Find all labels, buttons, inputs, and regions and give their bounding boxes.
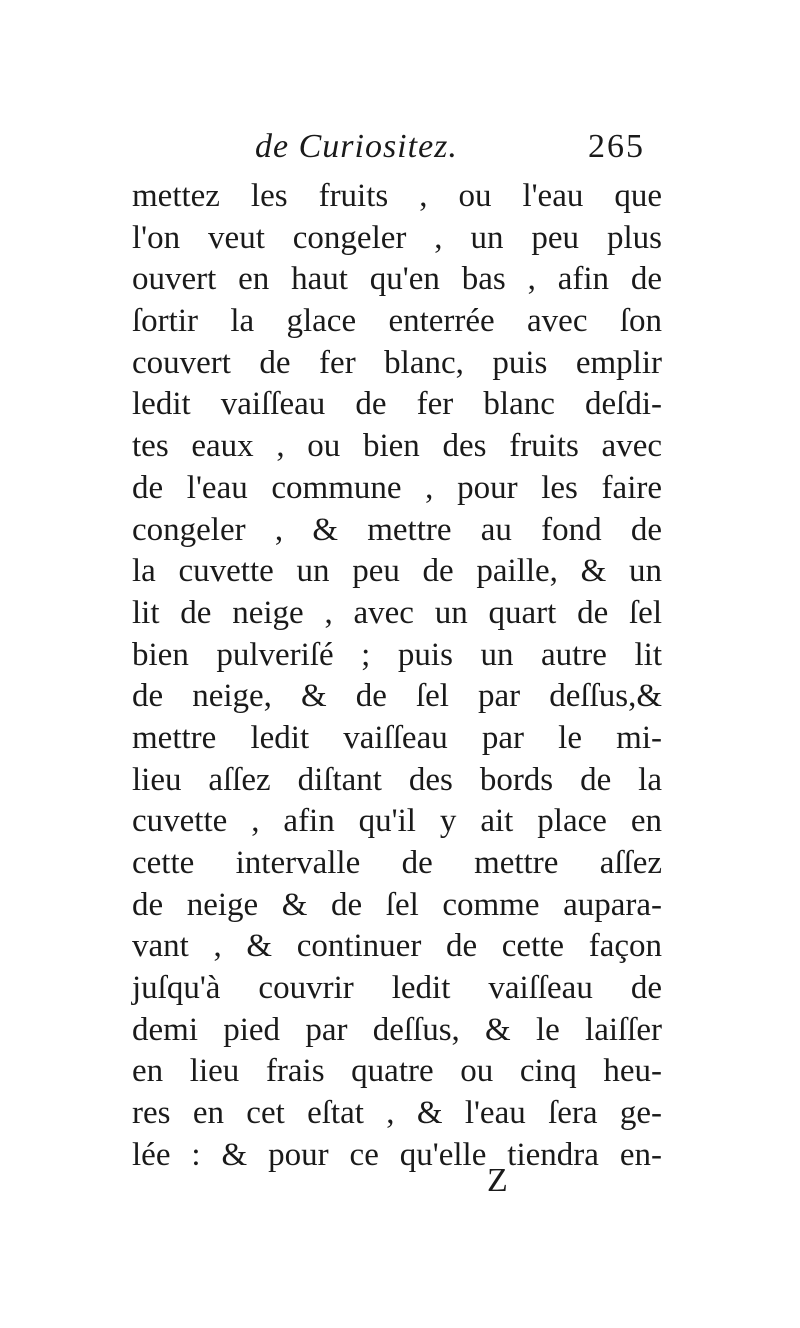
running-title: de Curiositez.	[255, 128, 458, 165]
page-number: 265	[588, 128, 645, 165]
text-line: juſqu'à couvrir ledit vaiſſeau de	[132, 970, 662, 1007]
text-line: de l'eau commune , pour les faire	[132, 469, 662, 506]
text-line: de neige & de ſel comme aupara-	[132, 886, 662, 923]
text-line: ouvert en haut qu'en bas , afin de	[132, 261, 662, 298]
text-line: ledit vaiſſeau de fer blanc deſdi-	[132, 386, 662, 423]
text-line: de neige, & de ſel par deſſus,&	[132, 678, 662, 715]
page-header	[255, 128, 655, 178]
text-line: demi pied par deſſus, & le laiſſer	[132, 1011, 662, 1048]
text-line: mettre ledit vaiſſeau par le mi-	[132, 719, 662, 756]
body-text	[132, 176, 662, 1177]
text-line: couvert de fer blanc, puis emplir	[132, 344, 662, 381]
text-line: cuvette , afin qu'il y ait place en	[132, 803, 662, 840]
signature-mark: Z	[487, 1162, 508, 1199]
text-line: lit de neige , avec un quart de ſel	[132, 594, 662, 631]
text-line: bien pulveriſé ; puis un autre lit	[132, 636, 662, 673]
text-line: res en cet eſtat , & l'eau ſera ge-	[132, 1095, 662, 1132]
text-line: la cuvette un peu de paille, & un	[132, 553, 662, 590]
text-line: vant , & continuer de cette façon	[132, 928, 662, 965]
text-line: l'on veut congeler , un peu plus	[132, 219, 662, 256]
text-line: mettez les fruits , ou l'eau que	[132, 178, 662, 214]
text-line: lieu aſſez diſtant des bords de la	[132, 761, 662, 798]
text-line: tes eaux , ou bien des fruits avec	[132, 428, 662, 465]
text-line: cette intervalle de mettre aſſez	[132, 845, 662, 881]
text-line: en lieu frais quatre ou cinq heu-	[132, 1053, 662, 1090]
text-line: lée : & pour ce qu'elle tiendra en-	[132, 1136, 662, 1173]
text-line: congeler , & mettre au fond de	[132, 511, 662, 548]
text-line: ſortir la glace enterrée avec ſon	[132, 303, 662, 340]
